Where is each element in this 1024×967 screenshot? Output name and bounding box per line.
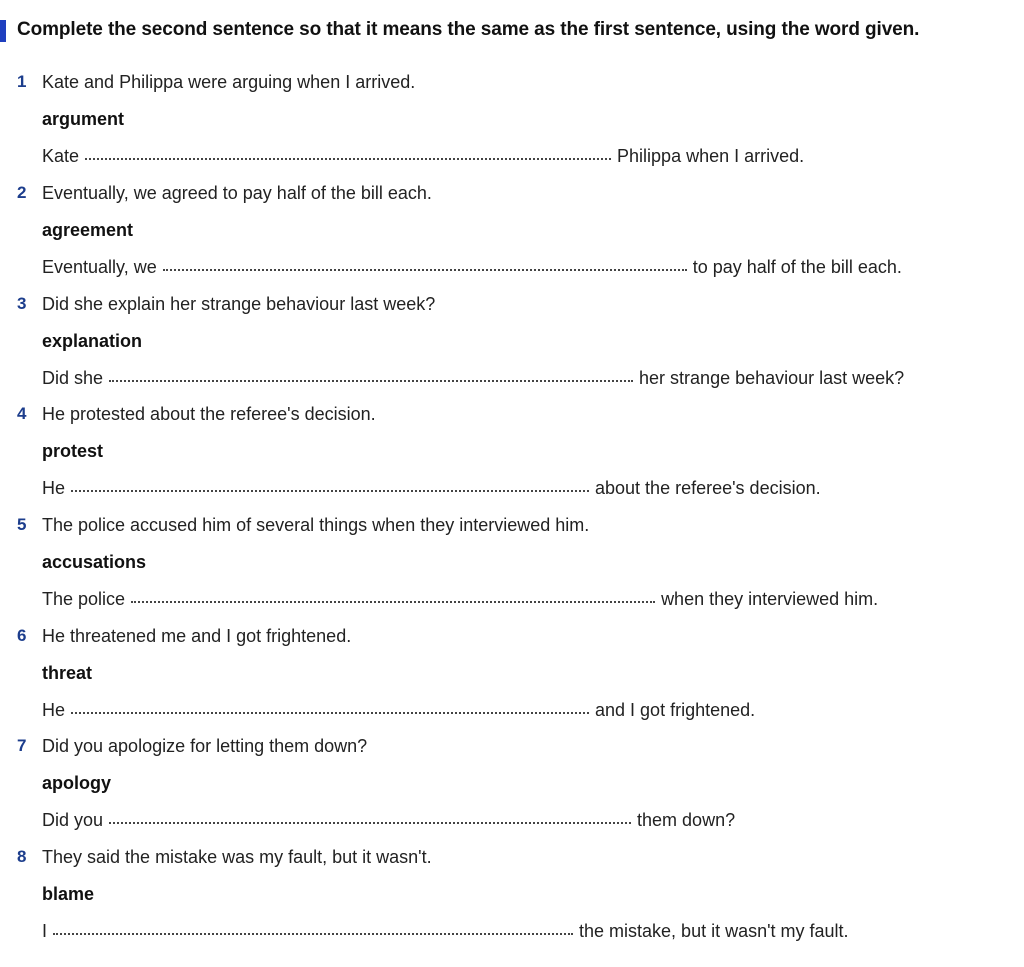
original-sentence: Kate and Philippa were arguing when I arrived. — [42, 72, 416, 92]
item-number: 1 — [17, 72, 27, 91]
answer-lead: Eventually, we — [42, 257, 157, 277]
item-number: 4 — [17, 404, 27, 423]
original-sentence: He threatened me and I got frightened. — [42, 626, 352, 646]
answer-blank[interactable] — [163, 268, 687, 271]
item-number: 5 — [17, 515, 27, 534]
instruction-heading: Complete the second sentence so that it means the same as the first sentence, using the word given. — [17, 19, 920, 40]
answer-blank[interactable] — [53, 932, 573, 935]
answer-line — [42, 921, 849, 942]
answer-lead: Kate — [42, 146, 80, 166]
item-number: 2 — [17, 183, 27, 202]
answer-blank[interactable] — [109, 821, 631, 824]
key-word: agreement — [42, 220, 134, 240]
answer-blank[interactable] — [109, 379, 633, 382]
answer-lead: Did you — [42, 810, 104, 830]
answer-tail: them down? — [637, 810, 736, 830]
item-number: 3 — [17, 294, 27, 313]
answer-tail: the mistake, but it wasn't my fault. — [579, 921, 849, 941]
original-sentence: Eventually, we agreed to pay half of the bill each. — [42, 183, 432, 203]
answer-line — [42, 589, 878, 610]
answer-lead: He — [42, 700, 66, 720]
answer-blank[interactable] — [131, 600, 655, 603]
answer-lead: He — [42, 478, 66, 498]
item-number: 7 — [17, 736, 27, 755]
original-sentence: Did you apologize for letting them down? — [42, 736, 368, 756]
answer-blank[interactable] — [85, 157, 611, 160]
original-sentence: Did she explain her strange behaviour last week? — [42, 294, 436, 314]
key-word: argument — [42, 109, 125, 129]
answer-lead: I — [42, 921, 48, 941]
item-number: 8 — [17, 847, 27, 866]
key-word: accusations — [42, 552, 147, 572]
answer-tail: Philippa when I arrived. — [617, 146, 805, 166]
answer-blank[interactable] — [71, 711, 589, 714]
answer-tail: when they interviewed him. — [661, 589, 879, 609]
key-word: apology — [42, 773, 112, 793]
answer-line — [42, 368, 904, 389]
answer-tail: her strange behaviour last week? — [639, 368, 905, 388]
key-word: explanation — [42, 331, 143, 351]
original-sentence: He protested about the referee's decision. — [42, 404, 376, 424]
answer-line — [42, 700, 755, 721]
answer-tail: and I got frightened. — [595, 700, 756, 720]
answer-blank[interactable] — [71, 489, 589, 492]
answer-tail: to pay half of the bill each. — [692, 257, 902, 277]
key-word: blame — [42, 884, 95, 904]
answer-line — [42, 146, 804, 167]
answer-lead: The police — [42, 589, 126, 609]
answer-line — [42, 478, 821, 499]
original-sentence: The police accused him of several things when they interviewed him. — [42, 515, 590, 535]
instruction-marker — [0, 20, 6, 42]
key-word: threat — [42, 663, 93, 683]
answer-line — [42, 810, 735, 831]
key-word: protest — [42, 441, 104, 461]
original-sentence: They said the mistake was my fault, but it wasn't. — [42, 847, 432, 867]
answer-tail: about the referee's decision. — [595, 478, 821, 498]
answer-lead: Did she — [42, 368, 104, 388]
answer-line — [42, 257, 902, 278]
item-number: 6 — [17, 626, 27, 645]
